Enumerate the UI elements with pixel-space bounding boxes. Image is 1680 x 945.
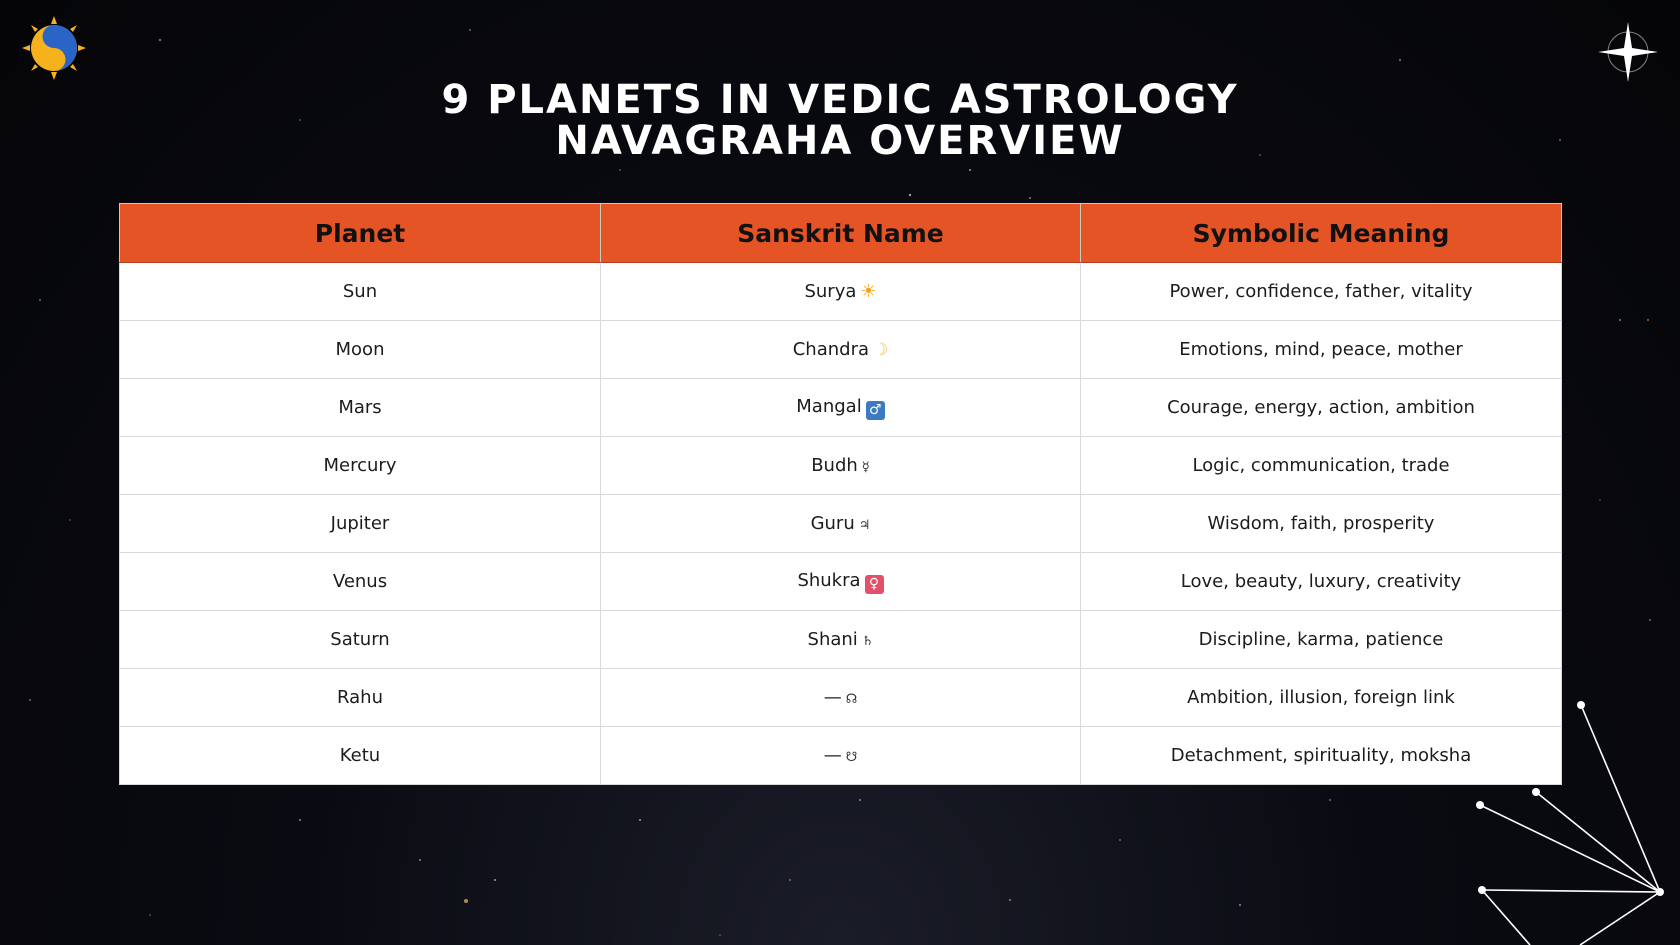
four-point-star-icon [1596, 20, 1660, 84]
sanskrit-name: Shukra [797, 569, 861, 591]
sanskrit-name: — [823, 687, 842, 708]
meaning-cell: Wisdom, faith, prosperity [1081, 495, 1562, 553]
title-line-1: 9 PLANETS IN VEDIC ASTROLOGY [441, 77, 1239, 123]
sanskrit-cell [601, 321, 1081, 379]
planet-cell: Mars [120, 379, 601, 437]
table-row [120, 437, 1562, 495]
sun-moon-logo-icon [22, 16, 86, 80]
sanskrit-cell [601, 437, 1081, 495]
mercury-symbol-icon: ☿ [861, 460, 870, 475]
meaning-cell: Ambition, illusion, foreign link [1081, 669, 1562, 727]
meaning-cell: Love, beauty, luxury, creativity [1081, 553, 1562, 611]
sun-icon: ☀ [860, 281, 877, 302]
header-sanskrit-name: Sanskrit Name [601, 204, 1081, 263]
sanskrit-cell [601, 263, 1081, 321]
meaning-cell: Discipline, karma, patience [1081, 611, 1562, 669]
crescent-moon-icon: ☽ [873, 340, 889, 360]
sanskrit-name: Budh [811, 455, 858, 476]
meaning-cell: Detachment, spirituality, moksha [1081, 727, 1562, 785]
jupiter-symbol-icon: ♃ [858, 518, 871, 533]
table-row [120, 379, 1562, 437]
mars-symbol-icon: ♂ [866, 401, 885, 420]
planet-cell: Saturn [120, 611, 601, 669]
planet-cell: Mercury [120, 437, 601, 495]
sanskrit-cell [601, 379, 1081, 437]
descending-node-icon: ☋ [845, 750, 858, 765]
table-row [120, 495, 1562, 553]
sanskrit-cell [601, 669, 1081, 727]
sanskrit-name: Shani [807, 629, 858, 650]
planet-cell: Jupiter [120, 495, 601, 553]
header-planet: Planet [120, 204, 601, 263]
sanskrit-cell [601, 611, 1081, 669]
sanskrit-name: Chandra [792, 339, 870, 360]
planet-cell: Rahu [120, 669, 601, 727]
sanskrit-name: — [823, 745, 842, 766]
sanskrit-cell [601, 727, 1081, 785]
ascending-node-icon: ☊ [845, 692, 858, 707]
sanskrit-name: Surya [804, 281, 857, 302]
meaning-cell: Power, confidence, father, vitality [1081, 263, 1562, 321]
page-title [0, 77, 1680, 164]
sanskrit-cell [601, 553, 1081, 611]
meaning-cell: Emotions, mind, peace, mother [1081, 321, 1562, 379]
sanskrit-name: Guru [810, 513, 855, 534]
header-symbolic-meaning: Symbolic Meaning [1081, 204, 1562, 263]
planet-cell: Sun [120, 263, 601, 321]
planet-cell: Moon [120, 321, 601, 379]
table-row [120, 669, 1562, 727]
title-line-2: NAVAGRAHA OVERVIEW [555, 118, 1125, 164]
table-row [120, 321, 1562, 379]
table-row [120, 263, 1562, 321]
navagraha-table [119, 203, 1562, 785]
table-header-row [120, 204, 1562, 263]
table-row [120, 727, 1562, 785]
planet-cell: Venus [120, 553, 601, 611]
saturn-symbol-icon: ♄ [861, 634, 874, 649]
table-row [120, 553, 1562, 611]
sanskrit-name: Mangal [796, 395, 862, 417]
venus-symbol-icon: ♀ [865, 575, 884, 594]
planet-cell: Ketu [120, 727, 601, 785]
table-row [120, 611, 1562, 669]
meaning-cell: Logic, communication, trade [1081, 437, 1562, 495]
meaning-cell: Courage, energy, action, ambition [1081, 379, 1562, 437]
sanskrit-cell [601, 495, 1081, 553]
